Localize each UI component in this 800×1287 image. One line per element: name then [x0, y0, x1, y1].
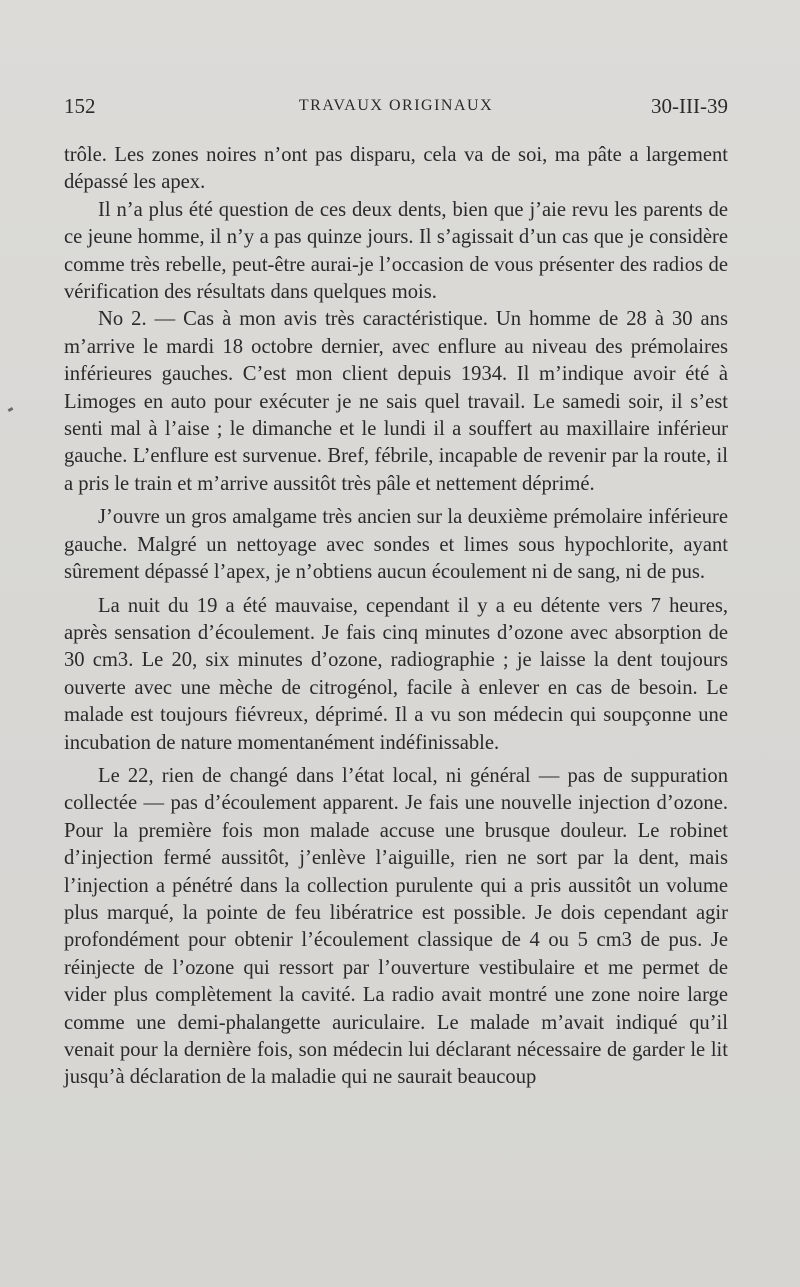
paragraph: Il n’a plus été question de ces deux dents, bien que j’aie revu les parents de ce jeune homme, il n’y a pas quinze jours. Il s’agissait d’un cas que je considère comme très rebelle, peut-être aurai-je l’occasion de vous présenter des radios de vérification des résultats dans quelques mois.	[64, 198, 728, 304]
body-text	[64, 142, 728, 1092]
page-number: 152	[64, 94, 96, 118]
running-title: TRAVAUX ORIGINAUX	[298, 97, 494, 114]
issue-date: 30-III-39	[651, 94, 728, 118]
margin-mark	[8, 407, 14, 412]
paragraph-case-2: No 2. — Cas à mon avis très caractéristique. Un homme de 28 à 30 ans m’arrive le mardi 18 octobre dernier, avec enflure au niveau des prémolaires inférieures gauches. C’est mon client depuis 1934. Il m’indique avoir été à Limoges en auto pour exécuter je ne sais quel travail. Le samedi soir, il s’est senti mal à l’aise ; le dimanche et le lundi il a souffert au maxillaire inférieur gauche. L’enflure est survenue. Bref, fébrile, incapable de revenir par la route, il a pris le train et m’arrive aussitôt très pâle et nettement déprimé.	[64, 308, 728, 495]
running-header	[64, 94, 728, 120]
paragraph-continuation: trôle. Les zones noires n’ont pas disparu, cela va de soi, ma pâte a largement dépassé les apex.	[64, 144, 728, 194]
paragraph: Le 22, rien de changé dans l’état local, ni général — pas de suppuration collectée — pas d’écoulement apparent. Je fais une nouvelle injection d’ozone. Pour la première fois mon malade accuse une brusque douleur. Le robinet d’injection fermé aussitôt, j’enlève l’aiguille, rien ne sort par la dent, mais l’injection a pénétré dans la collection purulente qui a pris aussitôt un volume plus marqué, la pointe de feu libératrice est possible. Je dois cependant agir profondément pour obtenir l’écoulement classique de 4 ou 5 cm3 de pus. Je réinjecte de l’ozone qui ressort par l’ouverture vestibulaire et me permet de vider plus complètement la cavité. La radio avait montré une zone noire large comme une demi-phalangette auriculaire. Le malade m’avait indiqué qu’il venait pour la dernière fois, son médecin lui déclarant nécessaire de garder le lit jusqu’à déclaration de la maladie qui ne saurait beaucoup	[64, 764, 728, 1089]
paragraph: La nuit du 19 a été mauvaise, cependant il y a eu détente vers 7 heures, après sensation d’écoulement. Je fais cinq minutes d’ozone avec absorption de 30 cm3. Le 20, six minutes d’ozone, radiographie ; je laisse la dent toujours ouverte avec une mèche de citrogénol, facile à enlever en cas de besoin. Le malade est toujours fiévreux, déprimé. Il a vu son médecin qui soupçonne une incubation de nature momentanément indéfinissable.	[64, 594, 728, 754]
paragraph: J’ouvre un gros amalgame très ancien sur la deuxième prémolaire inférieure gauche. Malgré un nettoyage avec sondes et limes sous hypochlorite, ayant sûrement dépassé l’apex, je n’obtiens aucun écoulement ni de sang, ni de pus.	[64, 506, 728, 584]
